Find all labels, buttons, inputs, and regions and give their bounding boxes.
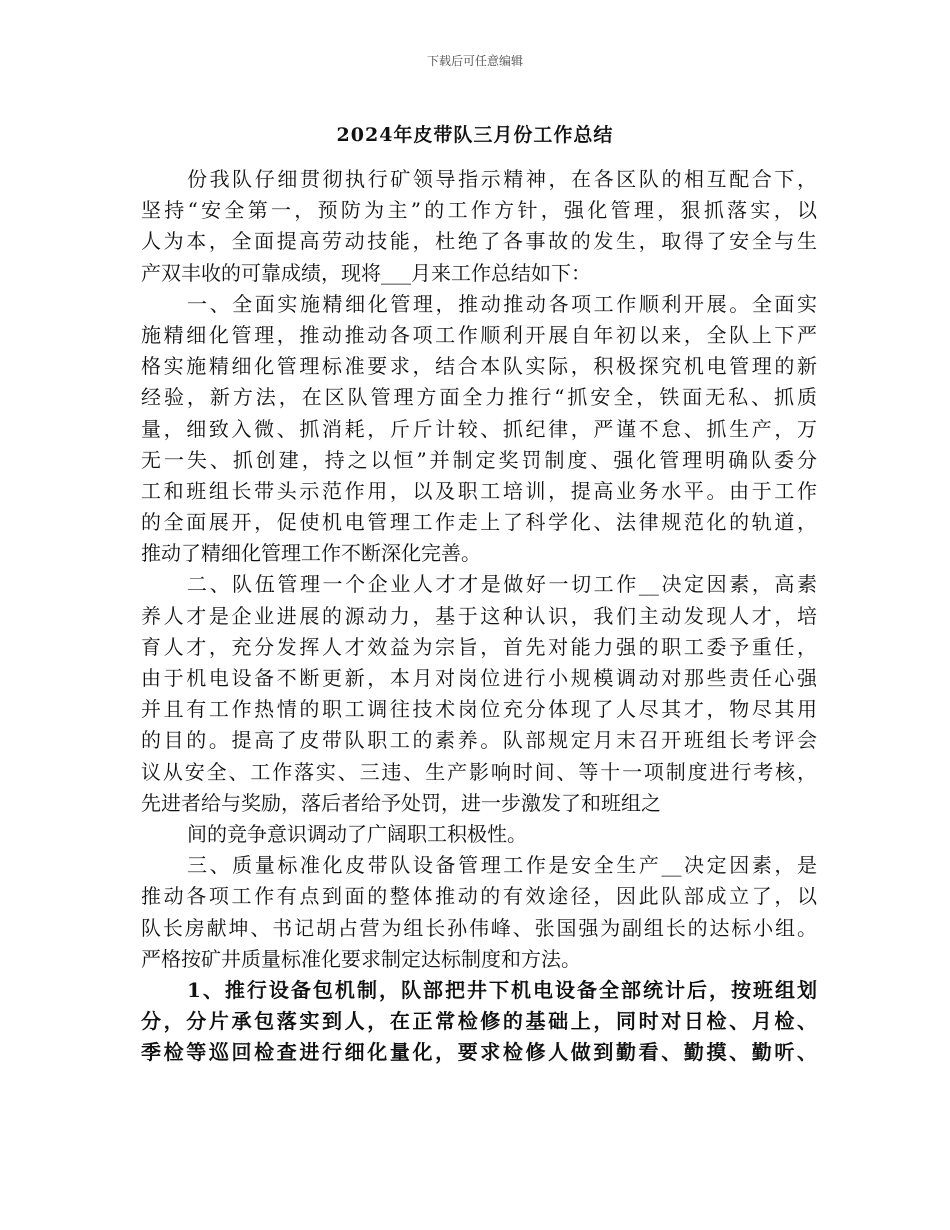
text-line: 季检等巡回检查进行细化量化，要求检修人做到勤看、勤摸、勤听、: [141, 1040, 817, 1065]
text-line: 格实施精细化管理标准要求，结合本队实际，积极探究机电管理的新: [141, 354, 817, 379]
page-header-note: 下载后可任意编辑: [426, 54, 523, 68]
text-line: 的全面展开，促使机电管理工作走上了科学化、法律规范化的轨道，: [141, 510, 817, 535]
text-line: 产双丰收的可靠成绩，现将___月来工作总结如下：: [141, 260, 591, 285]
text-line: 人为本，全面提高劳动技能，杜绝了各事故的发生，取得了安全与生: [141, 229, 817, 254]
document-title: 2024年皮带队三月份工作总结: [336, 124, 614, 146]
text-line: 由于机电设备不断更新，本月对岗位进行小规模调动对那些责任心强: [141, 666, 817, 690]
document-body: [141, 164, 817, 1068]
text-line: 三、质量标准化皮带队设备管理工作是安全生产__决定因素，是: [187, 853, 817, 878]
text-line: 严格按矿井质量标准化要求制定达标制度和方法。: [141, 946, 581, 971]
text-line: 分，分片承包落实到人，在正常检修的基础上，同时对日检、月检、: [141, 1009, 817, 1034]
text-line: 育人才，充分发挥人才效益为宗旨，首先对能力强的职工委予重任，: [141, 634, 817, 659]
text-line: 并且有工作热情的职工调往技术岗位充分体现了人尽其才，物尽其用: [141, 697, 817, 722]
text-line: 队长房献坤、书记胡占营为组长孙伟峰、张国强为副组长的达标小组。: [141, 915, 817, 940]
text-line: 经验，新方法，在区队管理方面全力推行“抓安全，铁面无私、抓质: [141, 385, 817, 410]
text-line: 一、全面实施精细化管理，推动推动各项工作顺利开展。全面实: [187, 291, 817, 316]
text-line: 施精细化管理，推动推动各项工作顺利开展自年初以来，全队上下严: [141, 322, 817, 347]
text-line: 量，细致入微、抓消耗，斤斤计较、抓纪律，严谨不怠、抓生产，万: [141, 416, 817, 441]
text-line: 推动各项工作有点到面的整体推动的有效途径，因此队部成立了，以: [141, 884, 817, 909]
text-line: 议从安全、工作落实、三违、生产影响时间、等十一项制度进行考核，: [141, 759, 817, 784]
text-line: 工和班组长带头示范作用，以及职工培训，提高业务水平。由于工作: [141, 478, 817, 503]
text-line: 养人才是企业进展的源动力，基于这种认识，我们主动发现人才，培: [141, 603, 817, 628]
text-line: 无一失、抓创建，持之以恒”并制定奖罚制度、强化管理明确队委分: [141, 447, 817, 472]
text-line: 的目的。提高了皮带队职工的素养。队部规定月末召开班组长考评会: [141, 728, 817, 753]
text-line: 二、队伍管理一个企业人才才是做好一切工作__决定因素，高素: [187, 572, 817, 597]
text-line: 份我队仔细贯彻执行矿领导指示精神，在各区队的相互配合下，: [187, 167, 817, 191]
text-line: 先进者给与奖励，落后者给予处罚，进一步激发了和班组之: [141, 790, 661, 815]
text-line: 坚持“安全第一，预防为主”的工作方针，强化管理，狠抓落实，以: [141, 198, 817, 223]
text-line: 1、推行设备包机制，队部把井下机电设备全部统计后，按班组划: [187, 977, 817, 1002]
text-line: 推动了精细化管理工作不断深化完善。: [141, 541, 481, 566]
text-line: 间的竞争意识调动了广阔职工积极性。: [187, 821, 527, 846]
